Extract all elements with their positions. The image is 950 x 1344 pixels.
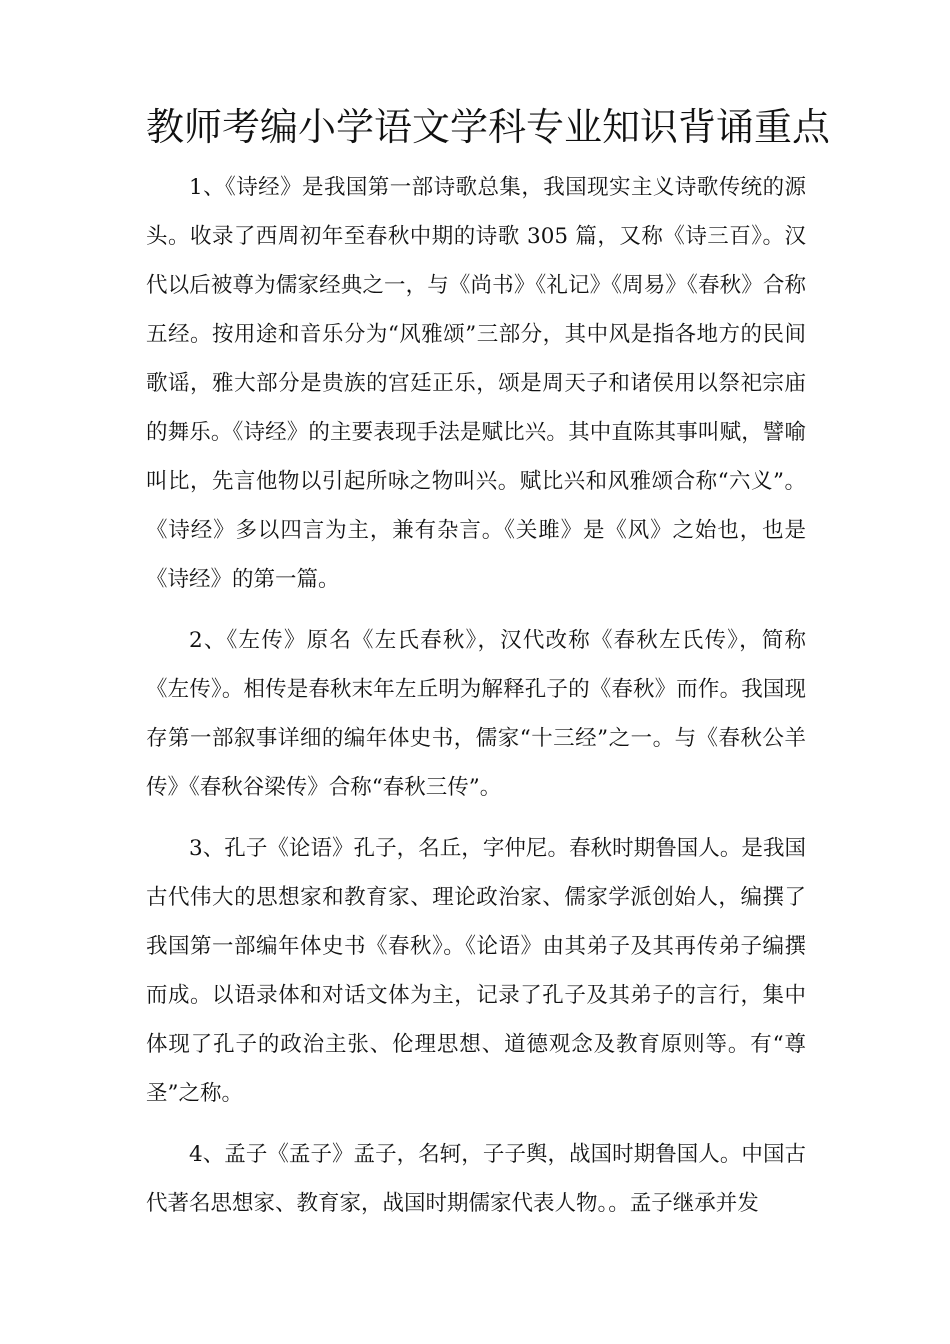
- document-title: 教师考编小学语文学科专业知识背诵重点: [146, 105, 831, 149]
- paragraph-zuozhuan: 2、《左传》原名《左氏春秋》，汉代改称《春秋左氏传》，简称《左传》。相传是春秋末年左丘明为解释孔子的《春秋》而作。我国现存第一部叙事详细的编年体史书，儒家“十三经”之一。与《春秋公羊传》《春秋谷梁传》合称“春秋三传”。: [146, 628, 806, 800]
- paragraph-lunyu: 3、孔子《论语》孔子，名丘，字仲尼。春秋时期鲁国人。是我国古代伟大的思想家和教育家、理论政治家、儒家学派创始人，编撰了我国第一部编年体史书《春秋》。《论语》由其弟子及其再传弟子编撰而成。以语录体和对话文体为主，记录了孔子及其弟子的言行，集中体现了孔子的政治主张、伦理思想、道德观念及教育原则等。有“尊圣”之称。: [146, 836, 806, 1106]
- paragraph-mengzi: 4、孟子《孟子》孟子，名轲，子子舆，战国时期鲁国人。中国古代著名思想家、教育家，战国时期儒家代表人物。。孟子继承并发: [146, 1142, 806, 1216]
- document-body: [146, 163, 806, 1240]
- paragraph-shijing: 1、《诗经》是我国第一部诗歌总集，我国现实主义诗歌传统的源头。收录了西周初年至春秋中期的诗歌 305 篇，又称《诗三百》。汉代以后被尊为儒家经典之一，与《尚书》《礼记》《周易》《春秋》合称五经。按用途和音乐分为“风雅颂”三部分，其中风是指各地方的民间歌谣，雅大部分是贵族的宫廷正乐，颂是周天子和诸侯用以祭祀宗庙的舞乐。《诗经》的主要表现手法是赋比兴。其中直陈其事叫赋，譬喻叫比，先言他物以引起所咏之物叫兴。赋比兴和风雅颂合称“六义”。《诗经》多以四言为主，兼有杂言。《关雎》是《风》之始也，也是《诗经》的第一篇。: [146, 175, 806, 592]
